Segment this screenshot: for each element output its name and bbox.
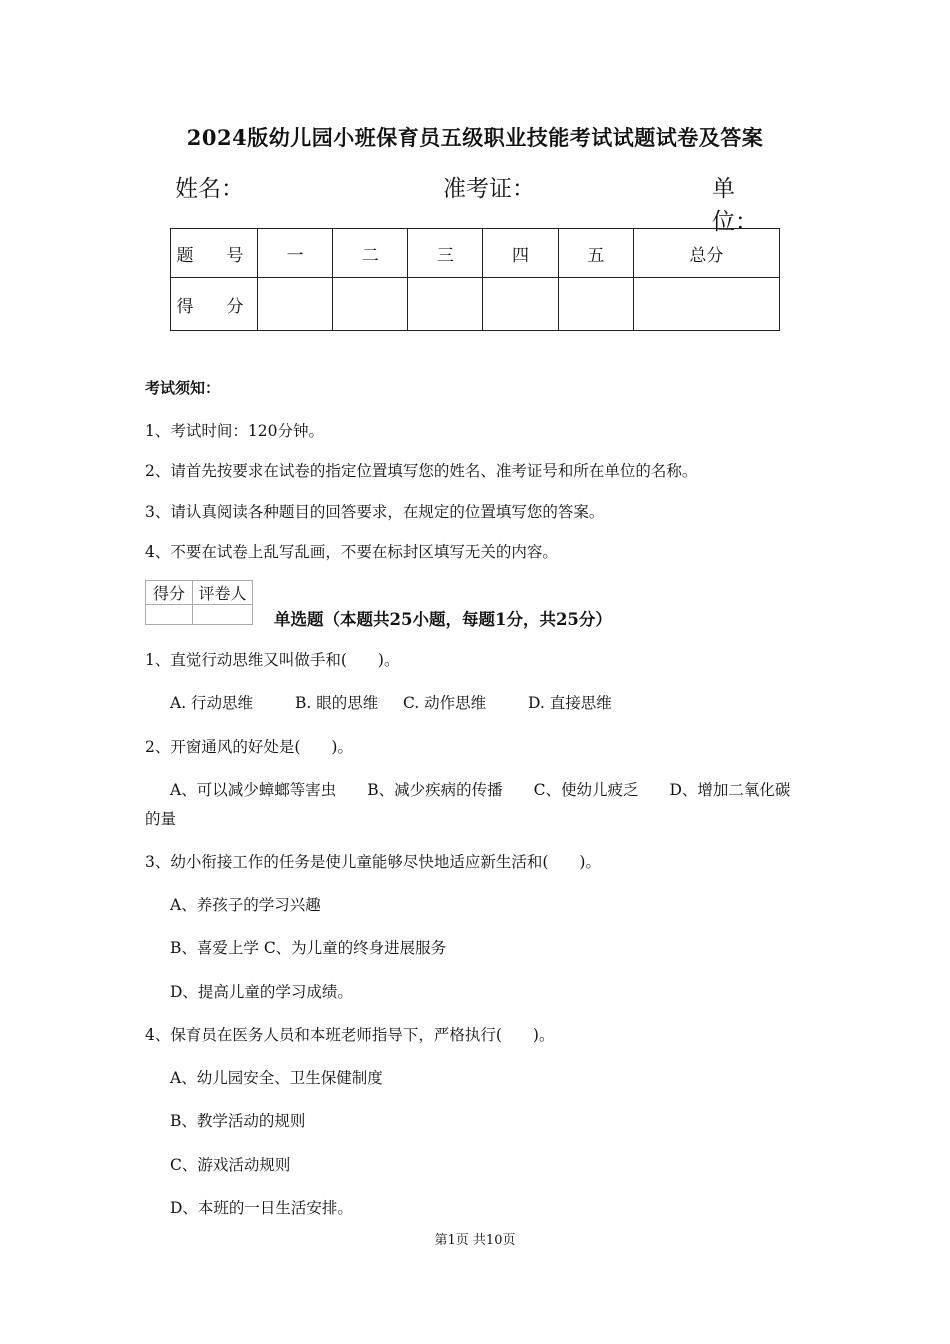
- option: D. 直接思维: [528, 694, 612, 712]
- question-options: [170, 691, 690, 713]
- score-table-header-cell: 三: [408, 229, 483, 278]
- question-stem: 1、直觉行动思维又叫做手和( )。: [145, 651, 400, 669]
- option: A、幼儿园安全、卫生保健制度: [170, 1069, 383, 1087]
- score-table-header-label: 题 号: [171, 229, 258, 278]
- score-table-score-row: [171, 278, 780, 331]
- notes-heading: 考试须知：: [145, 379, 221, 397]
- score-table-header-cell: 总分: [633, 229, 779, 278]
- notes-item: 4、不要在试卷上乱写乱画，不要在标封区填写无关的内容。: [145, 543, 558, 561]
- question-options: A、可以减少蟑螂等害虫 B、减少疾病的传播 C、使幼儿疲乏 D、增加二氧化碳: [170, 781, 791, 799]
- grader-score-cell[interactable]: [146, 605, 193, 625]
- unit-label: 单位：: [712, 176, 758, 235]
- grader-name-label: 评卷人: [193, 581, 253, 605]
- score-cell[interactable]: [558, 278, 633, 331]
- page-footer: 第1页 共10页: [434, 1233, 516, 1248]
- score-cell[interactable]: [483, 278, 558, 331]
- score-cell[interactable]: [333, 278, 408, 331]
- question-stem: 2、开窗通风的好处是( )。: [145, 738, 353, 756]
- option: B. 眼的思维: [295, 694, 379, 712]
- document-title: 2024版幼儿园小班保育员五级职业技能考试试题试卷及答案: [186, 125, 764, 150]
- section-title: 单选题（本题共25小题，每题1分，共25分）: [274, 610, 612, 629]
- score-cell[interactable]: [408, 278, 483, 331]
- candidate-info-row: [175, 170, 780, 235]
- notes-item: 1、考试时间：120分钟。: [145, 422, 324, 440]
- score-table-header-cell: 四: [483, 229, 558, 278]
- option: D、提高儿童的学习成绩。: [170, 983, 353, 1001]
- score-table-row-label: 得 分: [171, 278, 258, 331]
- score-table-header-cell: 二: [333, 229, 408, 278]
- score-table-header-cell: 一: [258, 229, 333, 278]
- option: C、游戏活动规则: [170, 1156, 291, 1174]
- score-cell[interactable]: [633, 278, 779, 331]
- option: D、本班的一日生活安排。: [170, 1199, 353, 1217]
- question-options-wrap: 的量: [145, 810, 177, 828]
- option: A、养孩子的学习兴趣: [170, 896, 321, 914]
- score-cell[interactable]: [258, 278, 333, 331]
- option: B、教学活动的规则: [170, 1112, 306, 1130]
- name-label: 姓名：: [175, 176, 244, 202]
- score-table-header-row: [171, 229, 780, 278]
- grader-box: [145, 580, 253, 625]
- option: B、喜爱上学 C、为儿童的终身进展服务: [170, 939, 447, 957]
- notes-item: 2、请首先按要求在试卷的指定位置填写您的姓名、准考证号和所在单位的名称。: [145, 462, 698, 480]
- grader-score-label: 得分: [146, 581, 193, 605]
- option: C. 动作思维: [403, 694, 487, 712]
- option: A. 行动思维: [170, 694, 254, 712]
- score-table-header-cell: 五: [558, 229, 633, 278]
- grader-name-cell[interactable]: [193, 605, 253, 625]
- score-table: [170, 228, 780, 331]
- notes-item: 3、请认真阅读各种题目的回答要求，在规定的位置填写您的答案。: [145, 503, 605, 521]
- exam-number-label: 准考证：: [443, 176, 535, 202]
- question-stem: 3、幼小衔接工作的任务是使儿童能够尽快地适应新生活和( )。: [145, 853, 601, 871]
- question-stem: 4、保育员在医务人员和本班老师指导下，严格执行( )。: [145, 1026, 555, 1044]
